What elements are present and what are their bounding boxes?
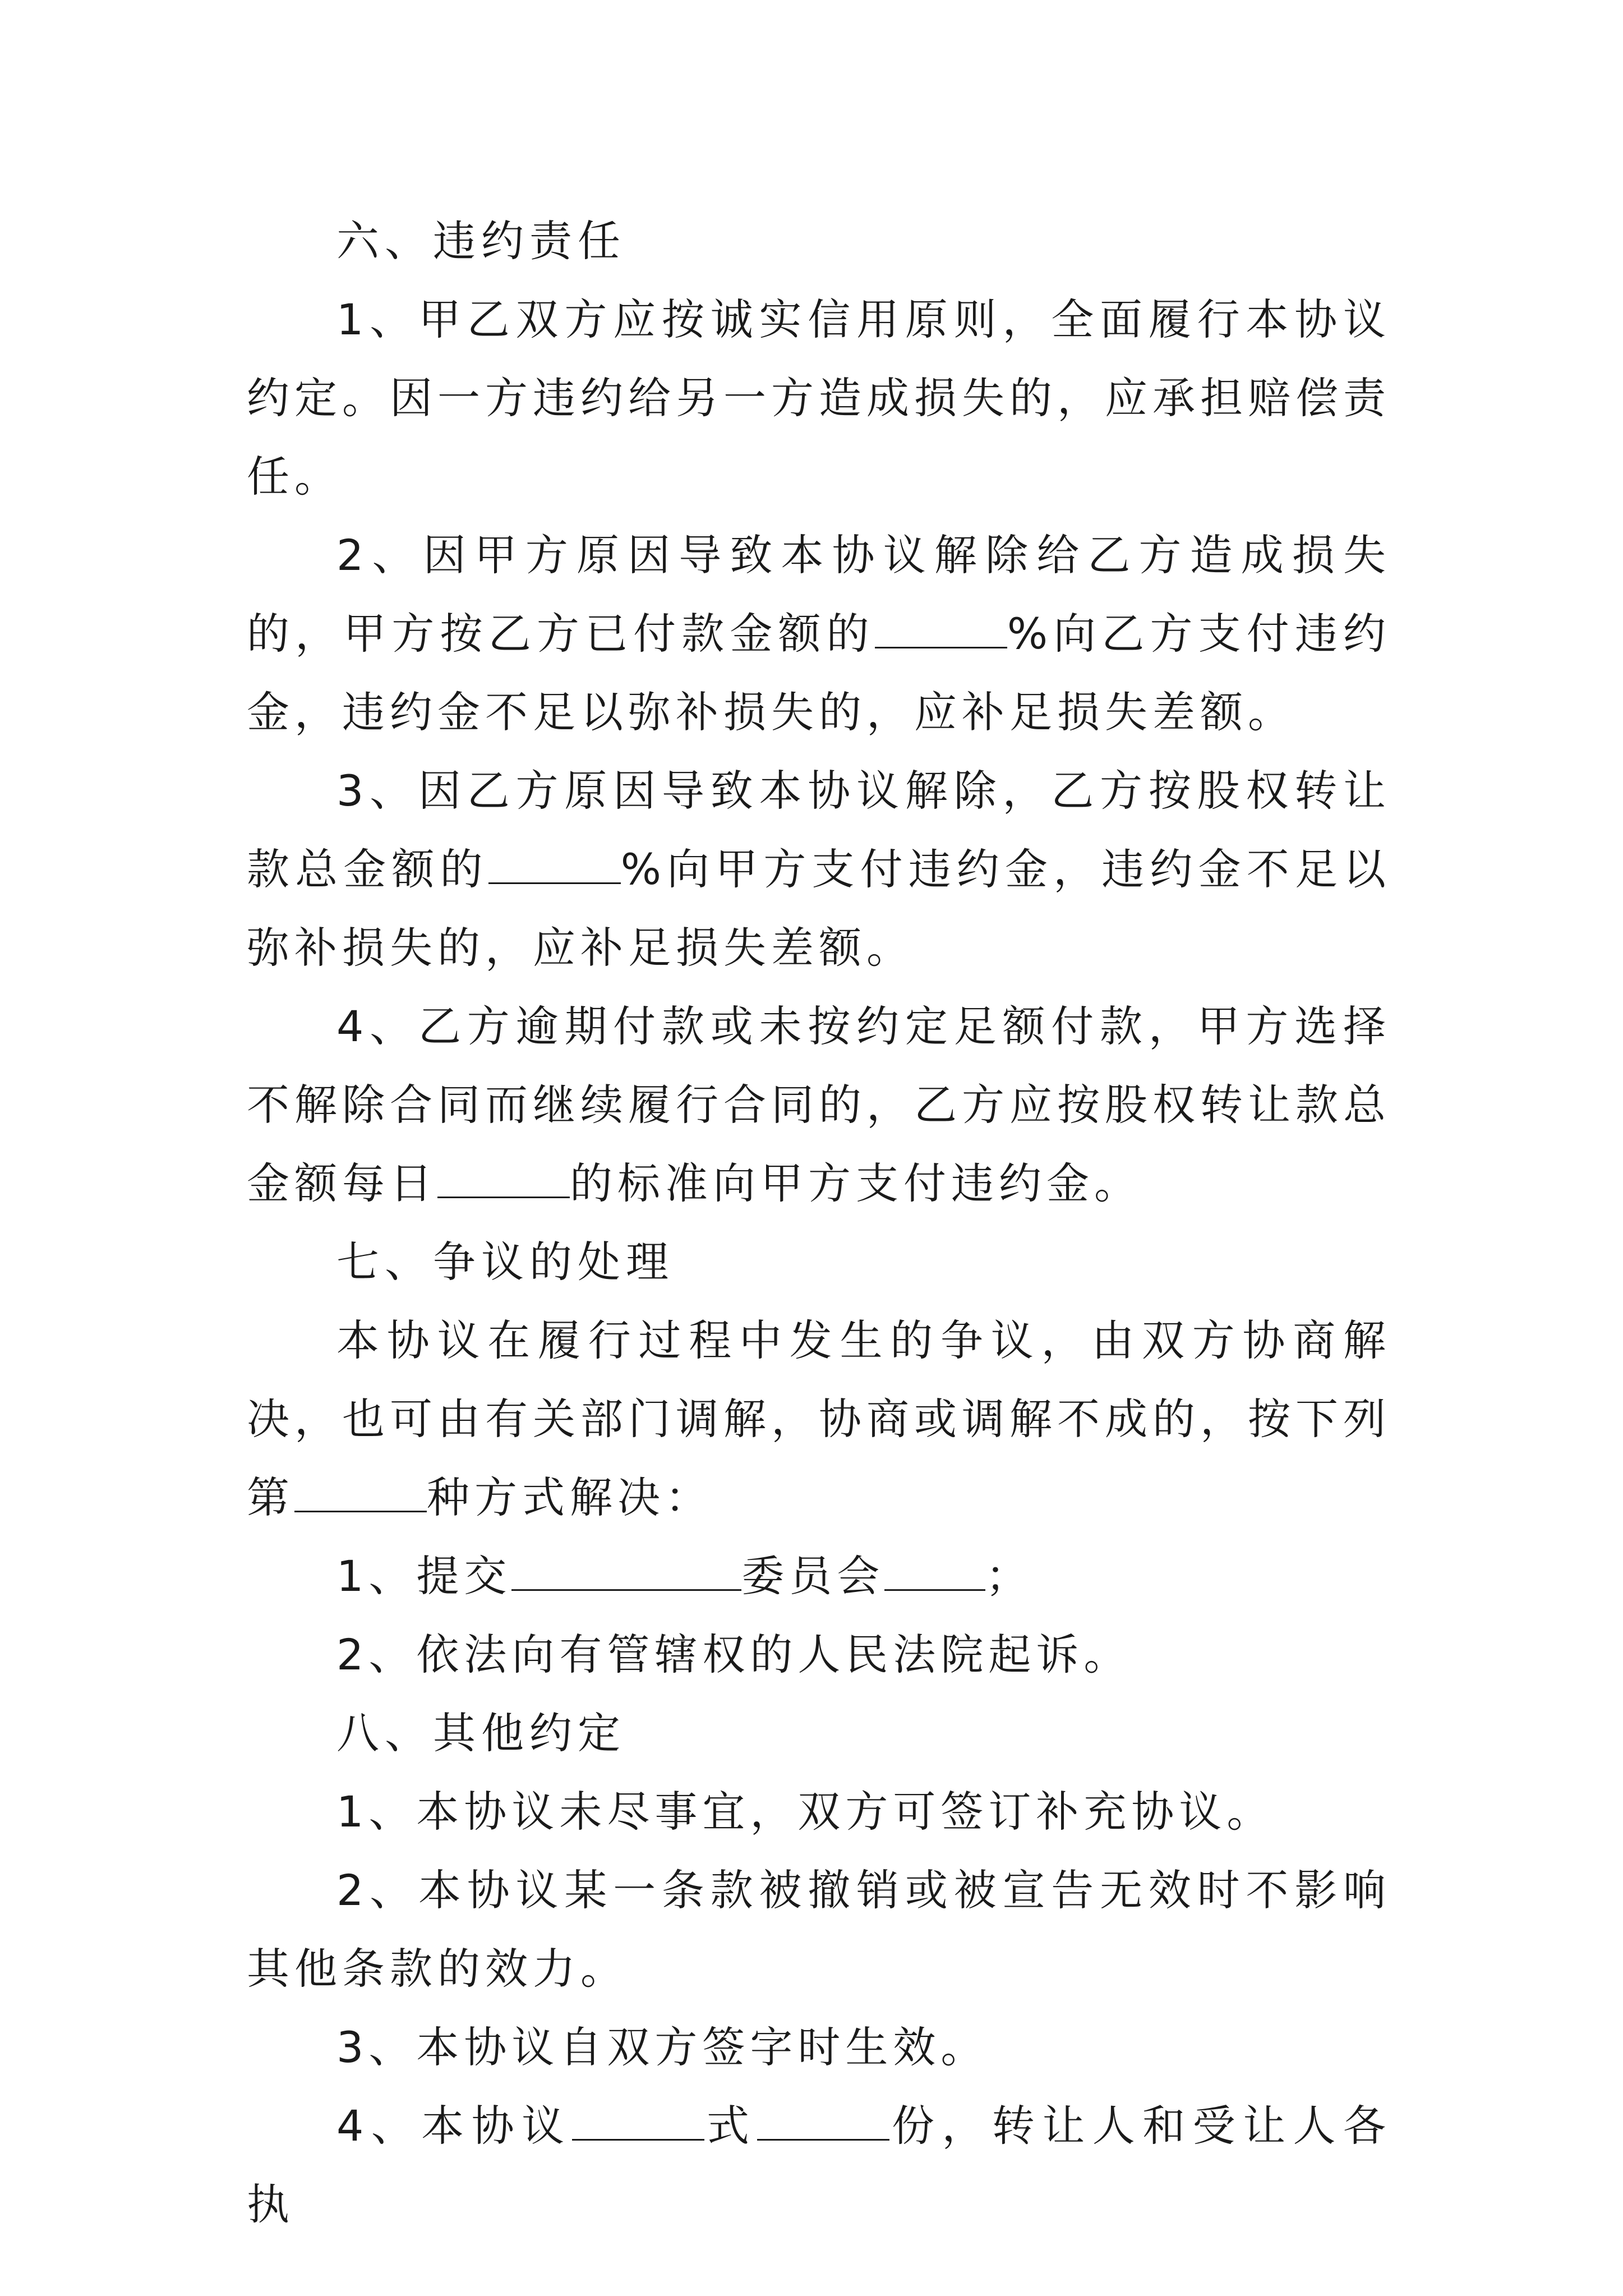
blank-line <box>511 1552 741 1591</box>
blank-line <box>488 845 621 884</box>
document-body <box>247 202 1391 2244</box>
blank-line <box>757 2102 889 2141</box>
clause-text: 种方式解决： <box>427 1473 713 1522</box>
clause-text: 2、因甲方原因导致本协议解除给乙方造成损失的，甲方按乙方已付款金额的 <box>247 530 1391 659</box>
clause-text: 委员会 <box>741 1551 885 1601</box>
clause-text: 份，转让人和受让人各执 <box>247 2101 1391 2229</box>
other-clause-1: 1、本协议未尽事宜，双方可签订补充协议。 <box>336 1787 1275 1837</box>
clause-text: 4、本协议 <box>336 2101 572 2151</box>
section-heading-dispute: 七、争议的处理 <box>336 1237 674 1287</box>
section-heading-other: 八、其他约定 <box>336 1708 626 1758</box>
clause-text: ； <box>985 1551 1034 1601</box>
clause-text: 4、乙方逾期付款或未按约定足额付款，甲方选择不解除合同而继续履行合同的，乙方应按股权转让款总金额每日 <box>247 1001 1391 1208</box>
clause-text: %向乙方支付违约金，违约金不足以弥补损失的，应补足损失差额。 <box>247 609 1391 737</box>
breach-clause-3 <box>247 752 1391 987</box>
dispute-intro <box>247 1301 1391 1537</box>
dispute-option-2: 2、依法向有管辖权的人民法院起诉。 <box>336 1630 1132 1680</box>
dispute-option-1 <box>247 1537 1391 1616</box>
clause-text: 1、提交 <box>336 1551 512 1601</box>
blank-line <box>884 1552 985 1591</box>
clause-text: 的标准向甲方支付违约金。 <box>570 1158 1142 1208</box>
clause-text: %向甲方支付违约金，违约金不足以弥补损失的，应补足损失差额。 <box>247 844 1391 973</box>
clause-text: 3、因乙方原因导致本协议解除，乙方按股权转让款总金额的 <box>247 766 1391 894</box>
section-heading-breach: 六、违约责任 <box>336 216 626 266</box>
blank-line <box>437 1159 570 1198</box>
clause-text: 式 <box>704 2101 757 2151</box>
breach-clause-1: 1、甲乙双方应按诚实信用原则，全面履行本协议约定。因一方违约给另一方造成损失的，应承担赔偿责任。 <box>247 295 1391 501</box>
clause-text: 本协议在履行过程中发生的争议，由双方协商解决，也可由有关部门调解，协商或调解不成的，按下列第 <box>247 1315 1391 1522</box>
blank-line <box>572 2102 704 2141</box>
other-clause-3: 3、本协议自双方签字时生效。 <box>336 2022 989 2072</box>
blank-line <box>875 610 1007 648</box>
other-clause-4 <box>247 2087 1391 2244</box>
blank-line <box>294 1474 427 1512</box>
breach-clause-2 <box>247 516 1391 752</box>
breach-clause-4 <box>247 987 1391 1223</box>
other-clause-2: 2、本协议某一条款被撤销或被宣告无效时不影响其他条款的效力。 <box>247 1865 1391 1994</box>
